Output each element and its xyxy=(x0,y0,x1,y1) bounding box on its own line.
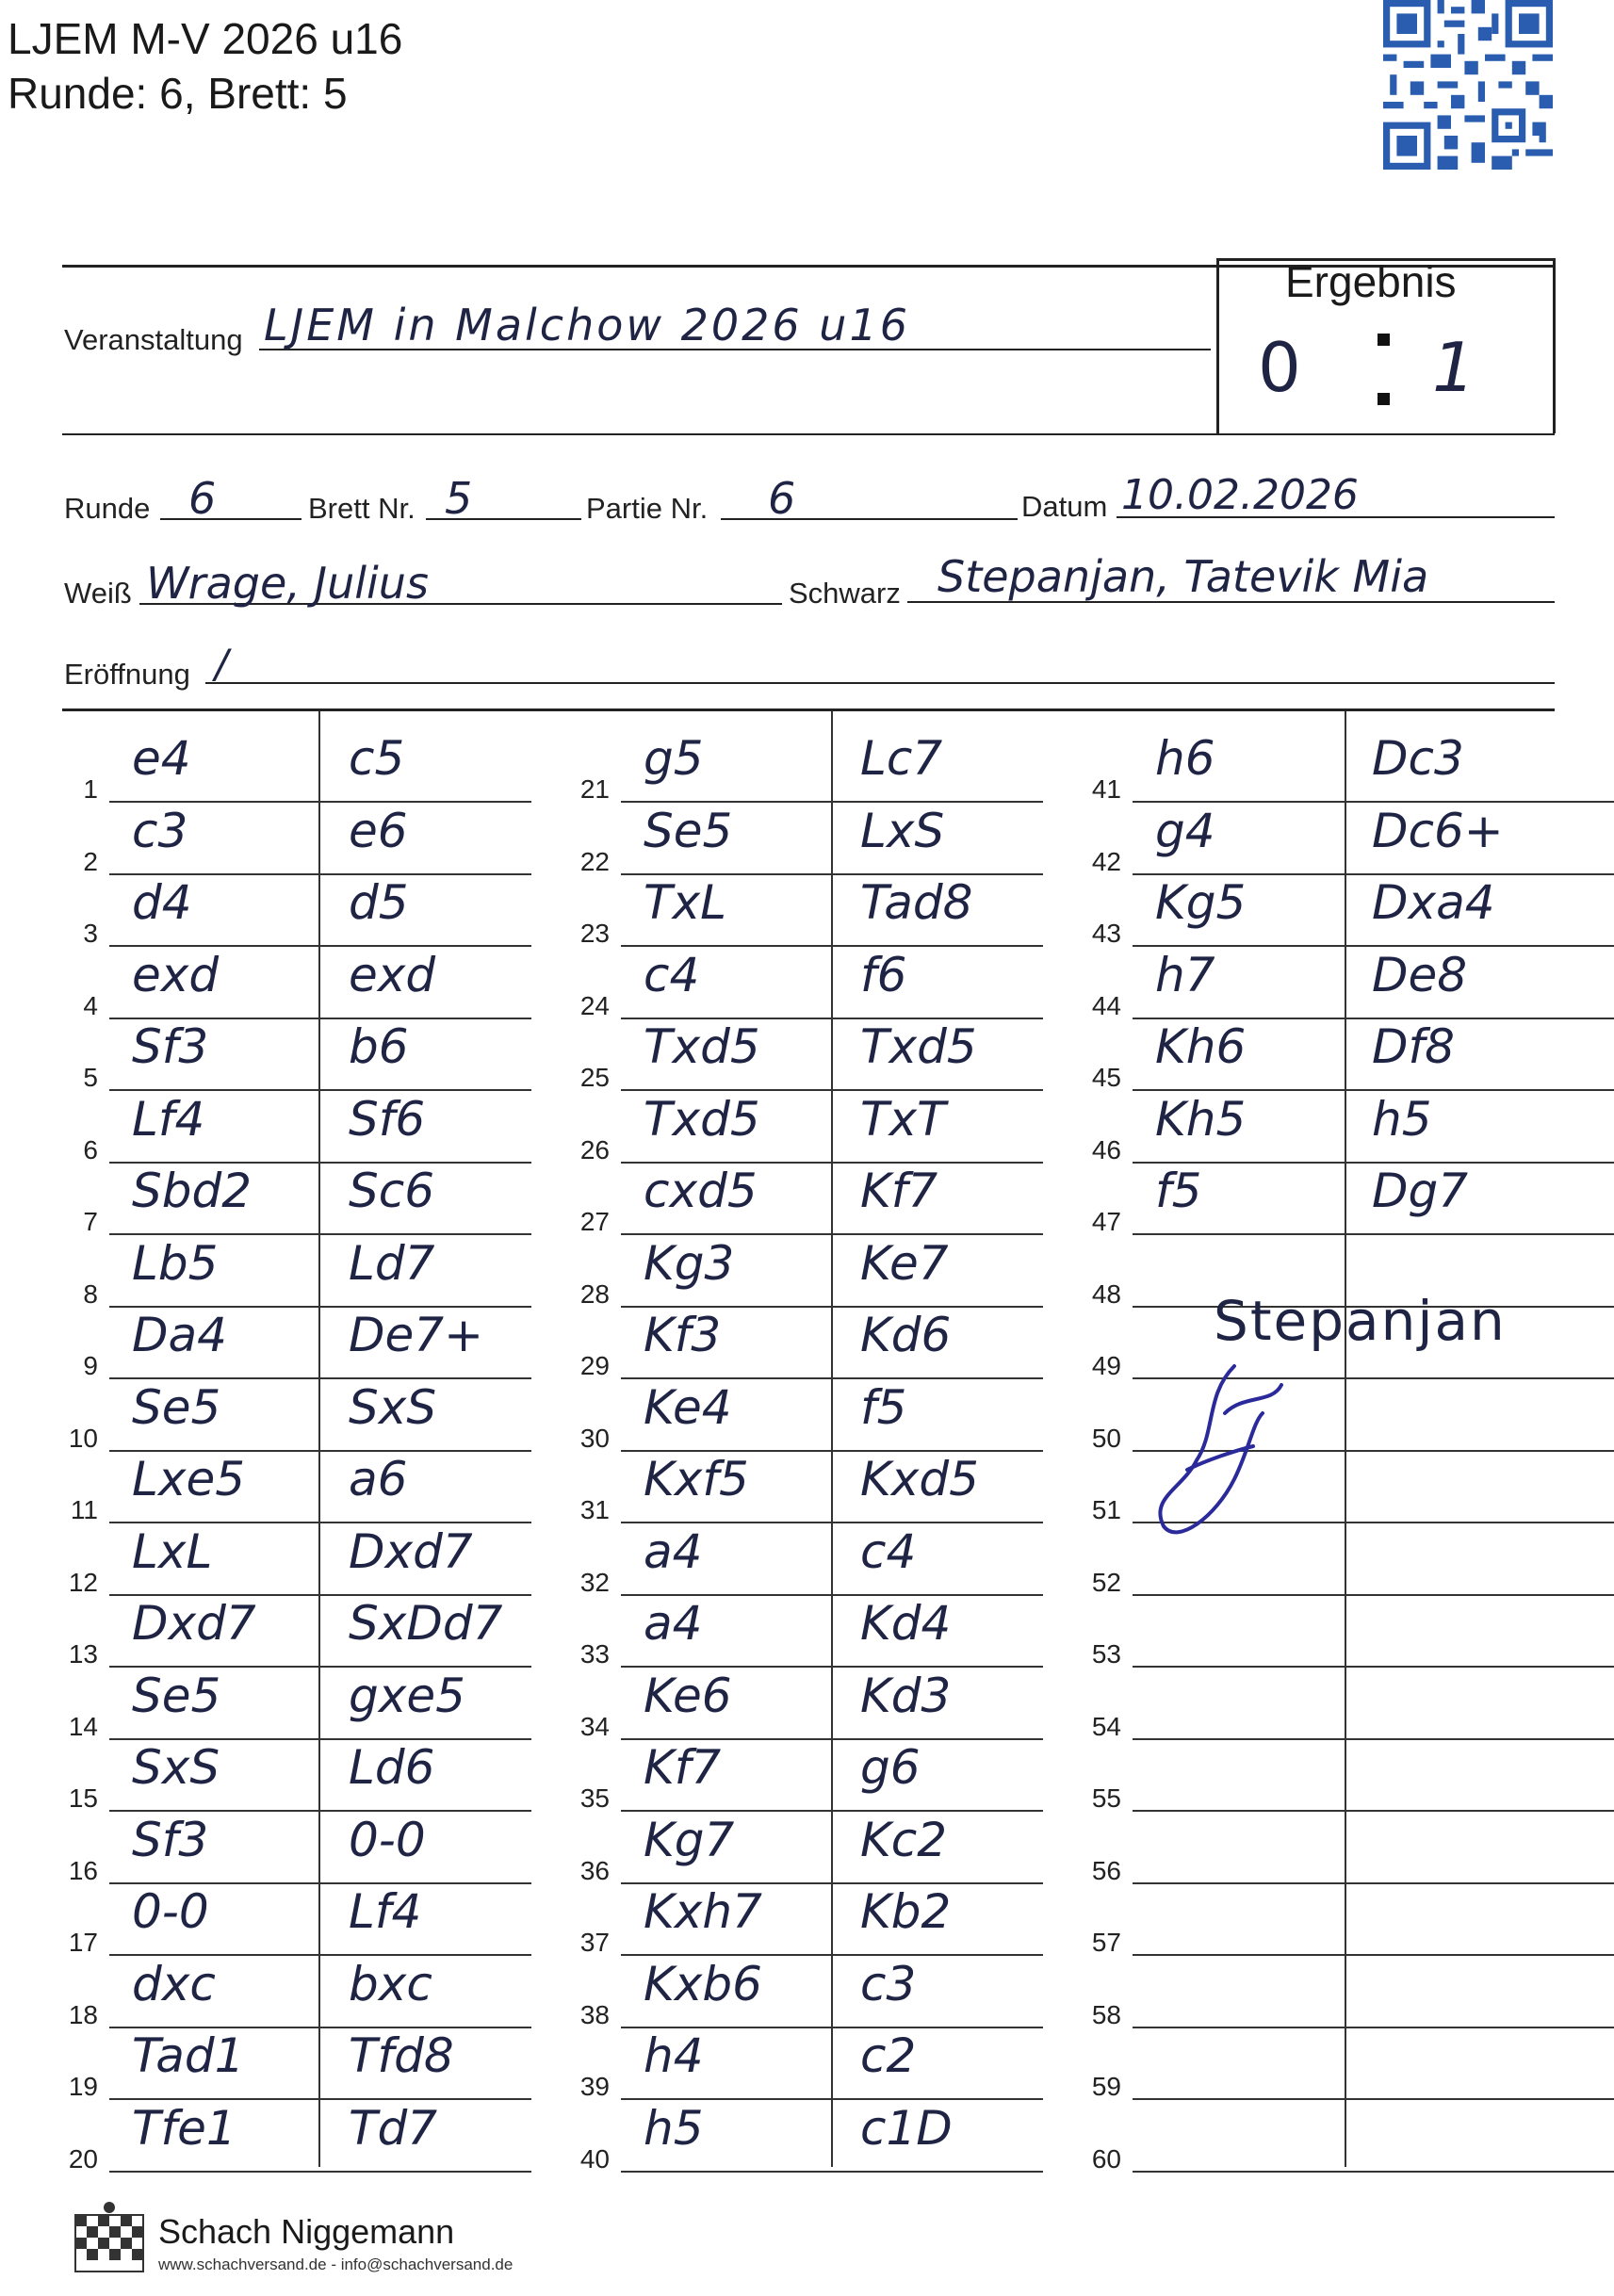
white-move: Kxb6 xyxy=(644,1956,762,2011)
white-move: Lf4 xyxy=(132,1091,205,1147)
black-move: Dc6+ xyxy=(1372,803,1504,858)
partie-value: 6 xyxy=(768,473,796,524)
white-move: Lxe5 xyxy=(132,1452,246,1506)
white-move: Se5 xyxy=(132,1379,221,1435)
white-move: a4 xyxy=(644,1523,703,1579)
move-number: 35 xyxy=(579,1783,610,1813)
move-number: 2 xyxy=(83,846,98,876)
black-move: f5 xyxy=(860,1379,907,1435)
move-number: 23 xyxy=(579,919,610,948)
black-move: De7+ xyxy=(349,1308,483,1362)
move-number: 38 xyxy=(579,1999,610,2029)
black-move: Tfd8 xyxy=(349,2028,454,2083)
move-number: 15 xyxy=(68,1783,98,1813)
black-move: Td7 xyxy=(349,2100,438,2156)
runde-value: 6 xyxy=(188,473,217,524)
move-number: 25 xyxy=(579,1063,610,1092)
move-number: 6 xyxy=(83,1134,98,1164)
move-line xyxy=(1133,2027,1614,2028)
white-move: exd xyxy=(132,947,220,1002)
brett-label: Brett Nr. xyxy=(308,492,416,525)
white-move: cxd5 xyxy=(644,1164,758,1218)
move-number: 54 xyxy=(1091,1711,1121,1741)
move-number: 22 xyxy=(579,846,610,876)
move-number: 31 xyxy=(579,1495,610,1524)
move-number: 24 xyxy=(579,990,610,1020)
white-move: 0-0 xyxy=(132,1884,209,1939)
move-line xyxy=(1133,1594,1614,1596)
white-move: Sf3 xyxy=(132,1019,209,1074)
move-number: 26 xyxy=(579,1134,610,1164)
veranstaltung-label: Veranstaltung xyxy=(64,323,243,356)
black-move: Ke7 xyxy=(860,1235,949,1291)
move-line xyxy=(1133,1810,1614,1812)
move-number: 46 xyxy=(1091,1134,1121,1164)
move-number: 53 xyxy=(1091,1639,1121,1669)
weiss-value: Wrage, Julius xyxy=(146,558,429,609)
move-number: 14 xyxy=(68,1711,98,1741)
black-move: De8 xyxy=(1372,947,1468,1002)
move-number: 27 xyxy=(579,1207,610,1236)
white-move: Txd5 xyxy=(644,1091,760,1147)
move-number: 50 xyxy=(1091,1423,1121,1453)
move-line xyxy=(1133,1738,1614,1740)
black-move: SxDd7 xyxy=(349,1596,503,1651)
result-box-left xyxy=(1216,258,1219,433)
header-title-line1: LJEM M-V 2026 u16 xyxy=(8,14,403,63)
move-line xyxy=(1133,2098,1614,2100)
white-move: Kh6 xyxy=(1155,1019,1247,1074)
black-move: h5 xyxy=(1372,1091,1432,1147)
form-event-bottom-rule xyxy=(62,433,1555,435)
move-number: 48 xyxy=(1091,1278,1121,1309)
footer-contact: www.schachversand.de - info@schachversand.de xyxy=(158,2255,514,2273)
signature-scribble xyxy=(1131,1357,1300,1545)
runde-label: Runde xyxy=(64,492,151,525)
white-move: d4 xyxy=(132,875,192,930)
white-move: Tfe1 xyxy=(132,2100,236,2156)
white-move: Kg3 xyxy=(644,1235,735,1291)
datum-value: 10.02.2026 xyxy=(1121,471,1359,519)
black-move: Txd5 xyxy=(860,1019,977,1074)
move-number: 34 xyxy=(579,1711,610,1741)
move-number: 49 xyxy=(1091,1351,1121,1380)
black-move: Sc6 xyxy=(349,1164,435,1218)
white-move: Kf7 xyxy=(644,1740,722,1795)
move-line xyxy=(1133,1233,1614,1235)
white-move: h6 xyxy=(1155,731,1215,786)
move-number: 3 xyxy=(83,919,98,948)
black-move: c2 xyxy=(860,2028,917,2083)
move-number: 47 xyxy=(1091,1207,1121,1236)
move-number: 39 xyxy=(579,2072,610,2101)
black-move: c1D xyxy=(860,2100,953,2156)
black-move: Kd4 xyxy=(860,1596,952,1651)
move-number: 12 xyxy=(68,1567,98,1597)
black-move: Dxd7 xyxy=(349,1523,473,1579)
move-number: 44 xyxy=(1091,990,1121,1020)
schwarz-label: Schwarz xyxy=(789,577,901,610)
move-line xyxy=(621,2171,1043,2173)
move-number: 28 xyxy=(579,1278,610,1309)
black-move: b6 xyxy=(349,1019,409,1074)
move-number: 45 xyxy=(1091,1063,1121,1092)
white-move: e4 xyxy=(132,731,191,786)
white-move: Sbd2 xyxy=(132,1164,253,1218)
white-move: Kg5 xyxy=(1155,875,1247,930)
eroeffnung-label: Eröffnung xyxy=(64,658,190,691)
black-move: Ld6 xyxy=(349,1740,435,1795)
qr-code-icon xyxy=(1383,0,1553,170)
white-move: dxc xyxy=(132,1956,216,2011)
move-number: 52 xyxy=(1091,1567,1121,1597)
move-number: 11 xyxy=(70,1495,98,1524)
black-move: bxc xyxy=(349,1956,432,2011)
move-number: 41 xyxy=(1091,774,1121,804)
move-line xyxy=(1133,2171,1614,2173)
move-number: 30 xyxy=(579,1423,610,1453)
partie-label: Partie Nr. xyxy=(586,492,709,525)
black-move: TxT xyxy=(860,1091,946,1147)
move-number: 58 xyxy=(1091,1999,1121,2029)
black-move: gxe5 xyxy=(349,1668,465,1723)
move-number: 9 xyxy=(83,1351,98,1380)
runde-line xyxy=(160,518,302,520)
black-move: Kf7 xyxy=(860,1164,938,1218)
white-move: g5 xyxy=(644,731,704,786)
scoresheet-header xyxy=(8,11,402,121)
move-number: 57 xyxy=(1091,1928,1121,1957)
black-move: Kd3 xyxy=(860,1668,952,1723)
white-move: Kxh7 xyxy=(644,1884,762,1939)
move-number: 32 xyxy=(579,1567,610,1597)
black-move: c4 xyxy=(860,1523,917,1579)
moves-top-rule xyxy=(62,708,1555,711)
result-colon-top xyxy=(1378,334,1390,346)
ergebnis-black: 1 xyxy=(1432,328,1475,407)
move-number: 13 xyxy=(68,1639,98,1669)
white-move: Kxf5 xyxy=(644,1452,749,1506)
white-move: Ke6 xyxy=(644,1668,732,1723)
white-move: Se5 xyxy=(132,1668,221,1723)
result-box-right xyxy=(1553,258,1556,433)
black-move: Kxd5 xyxy=(860,1452,979,1506)
move-number: 33 xyxy=(579,1639,610,1669)
result-colon-bottom xyxy=(1378,393,1390,405)
black-move: Lf4 xyxy=(349,1884,422,1939)
black-move: Kd6 xyxy=(860,1308,952,1362)
move-number: 18 xyxy=(68,1999,98,2029)
white-move: h4 xyxy=(644,2028,704,2083)
white-move: Da4 xyxy=(132,1308,227,1362)
black-move: LxS xyxy=(860,803,945,858)
white-move: Kf3 xyxy=(644,1308,722,1362)
move-number: 37 xyxy=(579,1928,610,1957)
black-move: c3 xyxy=(860,1956,917,2011)
white-move: c3 xyxy=(132,803,188,858)
black-move: Tad8 xyxy=(860,875,973,930)
move-line xyxy=(109,2171,531,2173)
white-move: Dxd7 xyxy=(132,1596,256,1651)
black-move: Dc3 xyxy=(1372,731,1464,786)
move-number: 8 xyxy=(83,1278,98,1309)
white-move: Sf3 xyxy=(132,1812,209,1867)
black-move: Ld7 xyxy=(349,1235,435,1291)
black-move: a6 xyxy=(349,1452,408,1506)
brett-value: 5 xyxy=(445,473,473,524)
black-move: Dg7 xyxy=(1372,1164,1469,1218)
black-move: Dxa4 xyxy=(1372,875,1495,930)
black-move: g6 xyxy=(860,1740,921,1795)
white-move: c4 xyxy=(644,947,700,1002)
white-move: Kg7 xyxy=(644,1812,735,1867)
column-divider-2 xyxy=(831,711,833,2167)
move-number: 43 xyxy=(1091,919,1121,948)
move-number: 10 xyxy=(68,1423,98,1453)
white-move: Txd5 xyxy=(644,1019,760,1074)
black-move: 0-0 xyxy=(349,1812,426,1867)
column-divider-3 xyxy=(1345,711,1346,2167)
ergebnis-label: Ergebnis xyxy=(1285,257,1457,306)
move-number: 42 xyxy=(1091,846,1121,876)
white-move: Se5 xyxy=(644,803,733,858)
schwarz-value: Stepanjan, Tatevik Mia xyxy=(937,551,1429,602)
veranstaltung-value: LJEM in Malchow 2026 u16 xyxy=(264,300,910,350)
white-move: a4 xyxy=(644,1596,703,1651)
black-move: f6 xyxy=(860,947,907,1002)
move-number: 59 xyxy=(1091,2072,1121,2101)
move-number: 20 xyxy=(68,2143,98,2174)
move-line xyxy=(1133,1666,1614,1668)
move-number: 21 xyxy=(579,774,610,804)
column-divider-1 xyxy=(318,711,320,2167)
black-move: Sf6 xyxy=(349,1091,426,1147)
move-number: 56 xyxy=(1091,1855,1121,1885)
move-number: 16 xyxy=(68,1855,98,1885)
partie-line xyxy=(721,518,1018,520)
black-move: Kc2 xyxy=(860,1812,948,1867)
black-move: Kb2 xyxy=(860,1884,952,1939)
white-move: g4 xyxy=(1155,803,1215,858)
footer-brand: Schach Niggemann xyxy=(158,2212,455,2251)
white-move: TxL xyxy=(644,875,726,930)
weiss-label: Weiß xyxy=(64,577,132,610)
signature-name: Stepanjan xyxy=(1214,1289,1507,1353)
eroeffnung-line xyxy=(205,682,1555,684)
black-move: Lc7 xyxy=(860,731,943,786)
ergebnis-white: 0 xyxy=(1258,328,1301,407)
datum-label: Datum xyxy=(1021,490,1108,523)
black-move: d5 xyxy=(349,875,409,930)
move-number: 17 xyxy=(68,1928,98,1957)
move-number: 29 xyxy=(579,1351,610,1380)
move-number: 1 xyxy=(83,774,98,804)
move-line xyxy=(1133,1954,1614,1956)
move-number: 4 xyxy=(83,990,98,1020)
white-move: f5 xyxy=(1155,1164,1202,1218)
black-move: SxS xyxy=(349,1379,437,1435)
move-number: 19 xyxy=(68,2072,98,2101)
white-move: LxL xyxy=(132,1523,213,1579)
move-number: 60 xyxy=(1091,2143,1121,2174)
move-number: 36 xyxy=(579,1855,610,1885)
header-title-line2: Runde: 6, Brett: 5 xyxy=(8,69,348,118)
move-number: 40 xyxy=(579,2143,610,2174)
black-move: exd xyxy=(349,947,436,1002)
white-move: Kh5 xyxy=(1155,1091,1247,1147)
white-move: Ke4 xyxy=(644,1379,732,1435)
white-move: h7 xyxy=(1155,947,1215,1002)
white-move: Tad1 xyxy=(132,2028,245,2083)
white-move: Lb5 xyxy=(132,1235,219,1291)
move-line xyxy=(1133,1882,1614,1884)
black-move: Df8 xyxy=(1372,1019,1455,1074)
move-number: 5 xyxy=(83,1063,98,1092)
move-number: 55 xyxy=(1091,1783,1121,1813)
black-move: c5 xyxy=(349,731,405,786)
move-number: 7 xyxy=(83,1207,98,1236)
white-move: h5 xyxy=(644,2100,704,2156)
eroeffnung-value: / xyxy=(215,641,229,687)
chess-logo-icon xyxy=(72,2200,147,2275)
white-move: SxS xyxy=(132,1740,220,1795)
black-move: e6 xyxy=(349,803,408,858)
move-number: 51 xyxy=(1091,1495,1121,1524)
